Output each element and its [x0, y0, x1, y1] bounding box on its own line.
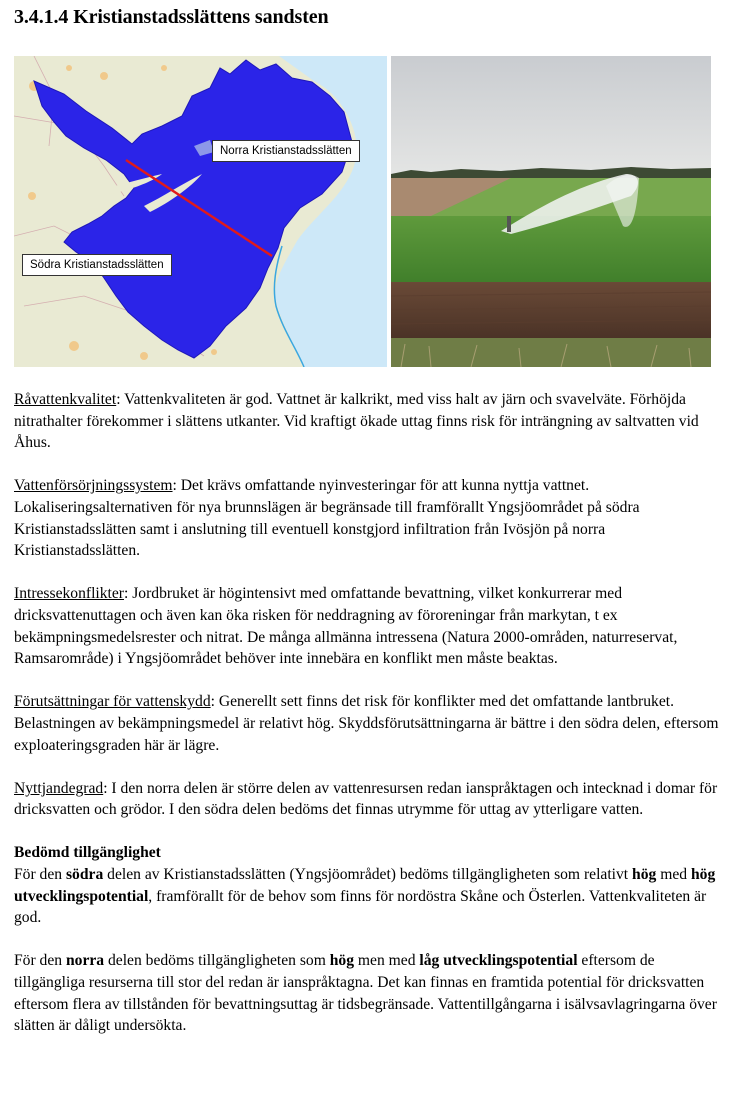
- assessment-south: [14, 864, 726, 929]
- text-run: med: [656, 866, 691, 884]
- section-text: : I den norra delen är större delen av vattenresursen redan ianspråktagen och intecknad i domar för dricksvatten och grödor. I den södra delen bedöms det finnas utrymme för uttag av ytterligare vatten.: [14, 779, 718, 819]
- label-north: Norra Kristianstadsslätten: [212, 140, 360, 162]
- bold-run: södra: [65, 866, 104, 884]
- text-run: men med: [354, 952, 420, 970]
- assessment-title: Bedömd tillgänglighet: [14, 844, 161, 862]
- section-raw-water-quality: [14, 389, 726, 454]
- section-water-protection: [14, 691, 726, 756]
- map-graphic: [14, 56, 387, 367]
- section-label: Råvattenkvalitet: [14, 391, 117, 408]
- section-text: : Generellt sett finns det risk för konflikter med det omfattande lantbruket. Belastningen av bekämpningsmedel är relativt hög. Skyddsförutsättningarna är bättre i den södra delen, eftersom exploateringsgraden här är lägre.: [14, 693, 719, 754]
- section-label: Intressekonflikter: [14, 585, 124, 603]
- section-label: Nyttjandegrad: [14, 779, 104, 797]
- section-label: Vattenförsörjningssystem: [14, 477, 173, 495]
- aquifer-map: [14, 56, 387, 367]
- page-title: 3.4.1.4 Kristianstadsslättens sandsten: [14, 6, 329, 28]
- body-text: [14, 389, 726, 1037]
- bold-run: hög: [632, 866, 657, 884]
- text-run: delen av Kristianstadsslätten (Yngsjöområdet) bedöms tillgängligheten som relativt: [103, 866, 633, 884]
- text-run: För den: [14, 866, 66, 884]
- bold-run: norra: [65, 952, 105, 970]
- section-water-supply-system: [14, 475, 726, 561]
- text-run: delen bedöms tillgängligheten som: [104, 952, 330, 970]
- text-run: eftersom de tillgängliga resurserna till stor del redan är ianspråktagna. Det kan finnas en framtida potential för dricksvatten eftersom flera av tillstånden för bevattningsuttag är tidsbegränsade. Vattentillgångarna i isälvsavlagringarna över slätten är dåligt undersökta.: [14, 952, 717, 1035]
- photo-graphic: [391, 56, 711, 367]
- section-text: : Vattenkvaliteten är god. Vattnet är kalkrikt, med viss halt av järn och svavelväte. Förhöjda nitrathalter förekommer i slättens utkanter. Vid kraftigt ökade uttag finns risk för inträngning av saltvatten vid Åhus.: [14, 391, 699, 452]
- bold-run: hög utvecklingspotential: [14, 866, 716, 905]
- label-south: Södra Kristianstadsslätten: [22, 254, 172, 276]
- section-text: : Jordbruket är högintensivt med omfattande bevattning, vilket konkurrerar med dricksvattenuttagen och även kan öka risken för neddragning av föroreningar från markytan, t ex bekämpningsmedelsrester och nitrat. De många allmänna intressena (Natura 2000-områden, naturreservat, Ramsarområde) i Yngsjöområdet behöver inte innebära en konflikt men måste beaktas.: [14, 585, 678, 668]
- section-conflicts-of-interest: [14, 583, 726, 669]
- section-label: Förutsättningar för vattenskydd: [14, 693, 211, 711]
- text-run: För den: [14, 952, 66, 970]
- section-utilization: [14, 778, 726, 821]
- section-text: : Det krävs omfattande nyinvesteringar för att kunna nyttja vattnet. Lokaliseringsalternativen för nya brunnslägen är begränsade till framförallt Yngsjöområdet på södra Kristianstadsslätten samt i anslutning till eventuell konstgjord infiltration från Ivösjön på norra Kristianstadsslätten.: [14, 477, 640, 560]
- text-run: , framförallt för de behov som finns för nordöstra Skåne och Österlen. Vattenkvaliteten är god.: [14, 887, 707, 927]
- bold-run: hög: [329, 952, 355, 970]
- field-irrigation-photo: [391, 56, 711, 367]
- bold-run: låg utvecklingspotential: [419, 952, 578, 970]
- assessment-north: [14, 950, 726, 1036]
